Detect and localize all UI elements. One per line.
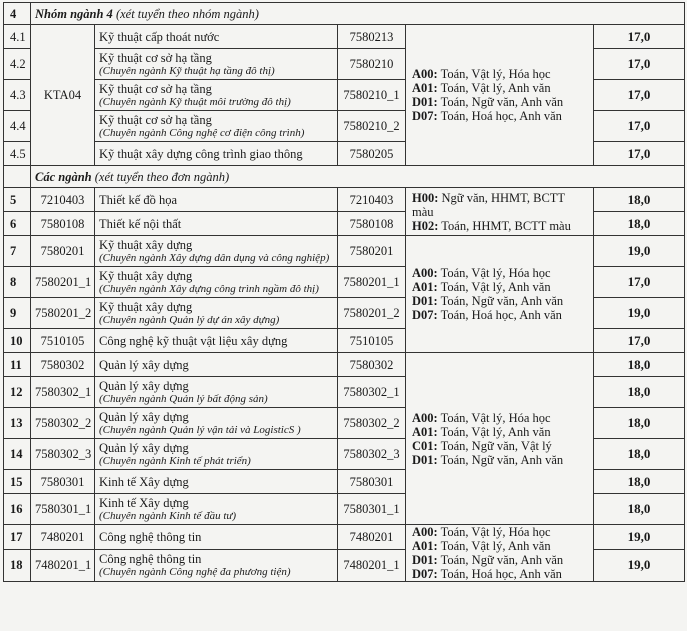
major-name: Kỹ thuật xây dựng [99,299,193,314]
admission-score-table [3,2,685,582]
combo-code: A01: [412,81,438,95]
major-name-cell [95,267,338,298]
major-id: 7580302_3 [31,439,95,470]
row-number: 4.3 [4,80,31,111]
major-name-cell [95,439,338,470]
major-code: 7580210 [338,49,406,80]
major-name-cell [95,212,338,236]
major-code: 7580301 [338,470,406,494]
group-4-header-row [4,3,685,25]
major-name: Thiết kế nội thất [99,216,182,231]
major-name: Kỹ thuật cấp thoát nước [99,29,220,44]
combo-subjects: Toán, Vật lý, Hóa học [437,525,551,539]
major-name-cell [95,298,338,329]
combo-code: A01: [412,280,438,294]
major-code: 7480201 [338,525,406,550]
combo-code: A00: [412,67,438,81]
admission-score: 18,0 [594,494,685,525]
major-code: 7580205 [338,142,406,166]
major-name-cell [95,111,338,142]
row-number: 4.1 [4,25,31,49]
combo-line [412,308,589,322]
row-number: 10 [4,329,31,353]
row-number: 9 [4,298,31,329]
admission-score: 18,0 [594,377,685,408]
group-4-title-rest: (xét tuyển theo nhóm ngành) [112,6,259,21]
group-4-title-bold: Nhóm ngành 4 [35,6,113,21]
major-id: 7480201_1 [31,549,95,581]
major-code: 7580213 [338,25,406,49]
major-code: 7580201_2 [338,298,406,329]
admission-score: 18,0 [594,212,685,236]
major-specialization: (Chuyên ngành Công nghệ cơ điện công trình) [99,126,305,139]
combo-line [412,539,589,553]
major-specialization: (Chuyên ngành Kinh tế phát triển) [99,454,251,467]
major-code: 7580108 [338,212,406,236]
major-name-cell [95,188,338,212]
combo-code: C01: [412,438,438,453]
combo-subjects: Ngữ văn, HHMT, BCTT màu [412,190,565,219]
admission-score: 17,0 [594,25,685,49]
major-specialization: (Chuyên ngành Xây dựng dân dụng và công nghiệp) [99,251,330,264]
combo-code: D01: [412,452,438,467]
single-major-header-row [4,166,685,188]
major-specialization: (Chuyên ngành Xây dựng công trình ngầm đô thị) [99,282,319,295]
row-number: 4.5 [4,142,31,166]
combo-subjects: Toán, Vật lý, Hóa học [437,67,551,81]
row-number: 14 [4,439,31,470]
combo-line [412,294,589,308]
major-specialization: (Chuyên ngành Kỹ thuật hạ tầng đô thị) [99,64,275,77]
combo-line [412,191,589,219]
major-name-cell [95,236,338,267]
combo-line [412,439,589,453]
major-code: 7580210_1 [338,80,406,111]
combo-subjects: Toán, HHMT, BCTT màu [438,218,571,233]
major-id: 7580301 [31,470,95,494]
row-number: 17 [4,525,31,550]
major-id: 7580201_1 [31,267,95,298]
major-name-cell [95,353,338,377]
major-id: 7580302_1 [31,377,95,408]
major-code: 7580302_2 [338,408,406,439]
major-specialization: (Chuyên ngành Công nghệ đa phương tiện) [99,565,291,578]
combo-code: D01: [412,294,438,308]
major-name: Kỹ thuật cơ sở hạ tầng [99,81,212,96]
combo-code: D07: [412,308,438,322]
combo-subjects: Toán, Vật lý, Anh văn [437,81,551,95]
row-number: 6 [4,212,31,236]
major-id: 7580201_2 [31,298,95,329]
major-name: Quản lý xây dựng [99,409,189,424]
single-major-title [31,166,685,188]
major-name-cell [95,377,338,408]
combo-line [412,280,589,294]
combo-code: D01: [412,553,438,567]
admission-score: 17,0 [594,329,685,353]
major-code: 7580201_1 [338,267,406,298]
row-number: 11 [4,353,31,377]
major-name: Công nghệ kỹ thuật vật liệu xây dựng [99,333,288,348]
admission-score: 19,0 [594,525,685,550]
combo-subjects: Toán, Vật lý, Anh văn [437,280,551,294]
row-number: 8 [4,267,31,298]
major-code: 7580210_2 [338,111,406,142]
combo-subjects: Toán, Ngữ văn, Anh văn [437,95,564,109]
row-number: 4.2 [4,49,31,80]
combo-line [412,525,589,539]
major-name: Kỹ thuật cơ sở hạ tầng [99,112,212,127]
row-number: 16 [4,494,31,525]
admission-score: 18,0 [594,353,685,377]
major-name-cell [95,525,338,550]
row-number: 4.4 [4,111,31,142]
major-code: 7480201_1 [338,549,406,581]
subject-combinations [406,236,594,353]
admission-score: 19,0 [594,549,685,581]
combo-subjects: Toán, Hoá học, Anh văn [437,308,562,322]
major-name-cell [95,329,338,353]
subject-combinations [406,353,594,525]
combo-subjects: Toán, Vật lý, Hóa học [437,266,551,280]
combo-subjects: Toán, Ngữ văn, Anh văn [437,553,564,567]
row-number: 7 [4,236,31,267]
table-row [4,525,685,550]
table-row [4,353,685,377]
major-name: Kỹ thuật xây dựng [99,268,193,283]
major-id: 7580108 [31,212,95,236]
admission-score: 18,0 [594,188,685,212]
row-number: 18 [4,549,31,581]
major-name-cell [95,408,338,439]
row-number: 12 [4,377,31,408]
combo-subjects: Toán, Hoá học, Anh văn [437,109,562,123]
major-id: 7580302_2 [31,408,95,439]
admission-score: 17,0 [594,80,685,111]
row-number: 15 [4,470,31,494]
combo-line [412,219,589,233]
admission-score: 18,0 [594,408,685,439]
combo-line [412,411,589,425]
major-name-cell [95,80,338,111]
major-specialization: (Chuyên ngành Quản lý vận tải và LogisticS ) [99,423,301,436]
combo-code: H00: [412,190,439,205]
major-code: 7510105 [338,329,406,353]
major-id: 7210403 [31,188,95,212]
combo-subjects: Toán, Vật lý, Anh văn [437,424,551,439]
combo-line [412,67,589,81]
combo-code: D01: [412,95,438,109]
table-row [4,236,685,267]
major-name: Quản lý xây dựng [99,357,189,372]
combo-line [412,266,589,280]
combo-subjects: Toán, Ngữ văn, Anh văn [437,294,564,308]
major-name-cell [95,549,338,581]
combo-code: A00: [412,266,438,280]
major-name-cell [95,49,338,80]
major-id: 7580201 [31,236,95,267]
subject-combinations [406,525,594,582]
combo-code: D07: [412,109,438,123]
group-4-number: 4 [4,3,31,25]
combo-line [412,425,589,439]
combo-code: A01: [412,424,438,439]
major-code: 7580302 [338,353,406,377]
major-name: Quản lý xây dựng [99,440,189,455]
major-id: 7480201 [31,525,95,550]
single-major-title-bold: Các ngành [35,169,92,184]
major-code: 7580201 [338,236,406,267]
combo-code: D07: [412,567,438,581]
group-4-title [31,3,685,25]
admission-score: 18,0 [594,470,685,494]
combo-subjects: Toán, Hoá học, Anh văn [437,567,562,581]
admission-score: 17,0 [594,267,685,298]
combo-subjects: Toán, Ngữ văn, Anh văn [437,452,564,467]
empty-cell [4,166,31,188]
combo-subjects: Toán, Ngữ văn, Vật lý [437,438,552,453]
combo-code: A00: [412,525,438,539]
major-id: 7580302 [31,353,95,377]
major-code: 7580302_1 [338,377,406,408]
subject-combinations [406,188,594,236]
major-id: 7580301_1 [31,494,95,525]
combo-subjects: Toán, Vật lý, Anh văn [437,539,551,553]
major-code: 7580302_3 [338,439,406,470]
combo-code: A01: [412,539,438,553]
combo-line [412,453,589,467]
combo-subjects: Toán, Vật lý, Hóa học [437,410,551,425]
group-code: KTA04 [31,25,95,166]
major-specialization: (Chuyên ngành Kinh tế đầu tư) [99,509,237,522]
major-name-cell [95,494,338,525]
major-name: Kinh tế Xây dựng [99,474,189,489]
row-number: 5 [4,188,31,212]
major-name: Kỹ thuật xây dựng công trình giao thông [99,146,303,161]
major-code: 7210403 [338,188,406,212]
admission-score: 19,0 [594,236,685,267]
major-id: 7510105 [31,329,95,353]
major-name-cell [95,142,338,166]
combo-line [412,553,589,567]
combo-code: H02: [412,218,439,233]
major-name: Công nghệ thông tin [99,551,202,566]
subject-combinations [406,25,594,166]
admission-score: 17,0 [594,111,685,142]
admission-score: 17,0 [594,142,685,166]
major-name: Công nghệ thông tin [99,529,202,544]
major-specialization: (Chuyên ngành Quản lý dự án xây dựng) [99,313,280,326]
table-row [4,188,685,212]
major-name-cell [95,25,338,49]
combo-line [412,81,589,95]
admission-score: 17,0 [594,49,685,80]
admission-score: 19,0 [594,298,685,329]
major-specialization: (Chuyên ngành Kỹ thuật môi trường đô thị) [99,95,291,108]
major-name: Thiết kế đồ họa [99,192,178,207]
major-name-cell [95,470,338,494]
row-number: 13 [4,408,31,439]
admission-score: 18,0 [594,439,685,470]
major-name: Kỹ thuật xây dựng [99,237,193,252]
table-row [4,25,685,49]
combo-line [412,95,589,109]
major-name: Kinh tế Xây dựng [99,495,189,510]
major-specialization: (Chuyên ngành Quản lý bất động sản) [99,392,268,405]
major-name: Kỹ thuật cơ sở hạ tầng [99,50,212,65]
combo-code: A00: [412,410,438,425]
major-code: 7580301_1 [338,494,406,525]
major-name: Quản lý xây dựng [99,378,189,393]
combo-line [412,567,589,581]
combo-line [412,109,589,123]
single-major-title-rest: (xét tuyển theo đơn ngành) [91,169,230,184]
